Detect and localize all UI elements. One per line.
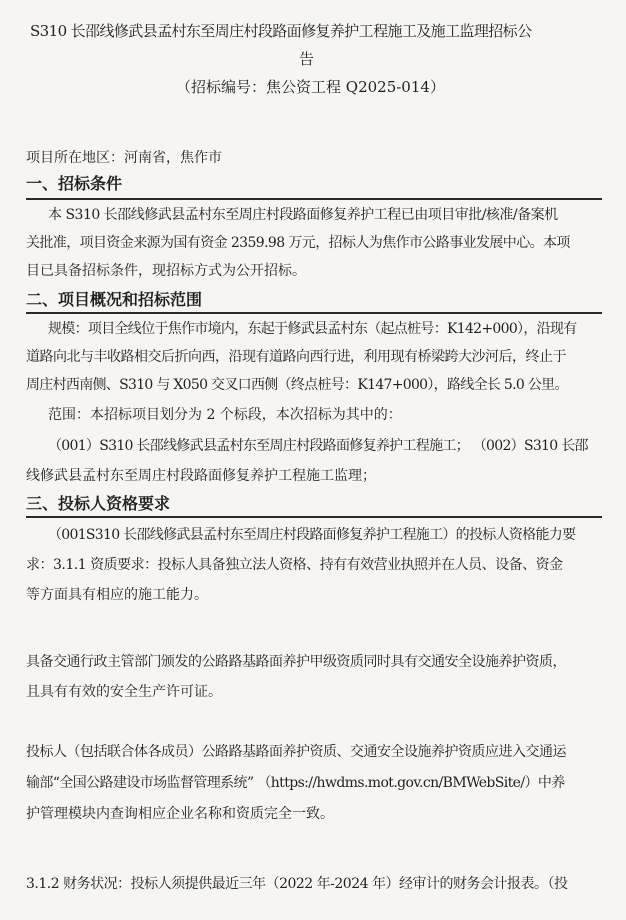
project-location: 项目所在地区：河南省，焦作市 (26, 150, 222, 166)
section-divider-3 (26, 516, 602, 518)
sec1-line-3: 目已具备招标条件，现招标方式为公开招标。 (26, 263, 306, 279)
sec1-line-1: 本 S310 长邵线修武县孟村东至周庄村段路面修复养护工程已由项目审批/核准/备案机 (48, 207, 558, 223)
sec3-line-4: 具备交通行政主管部门颁发的公路路基路面养护甲级资质同时具有交通安全设施养护资质， (26, 654, 566, 670)
section-divider-1 (26, 198, 602, 200)
sec1-line-2: 关批准，项目资金来源为国有资金 2359.98 万元，招标人为焦作市公路事业发展中心。本项 (26, 235, 570, 251)
tender-number: （招标编号：焦公资工程 Q2025-014） (176, 78, 445, 96)
sec3-line-3: 等方面具有相应的施工能力。 (26, 587, 208, 603)
doc-title-line-2: 告 (299, 50, 315, 68)
sec3-line-5: 且具有有效的安全生产许可证。 (26, 684, 222, 700)
sec3-line-6: 投标人（包括联合体各成员）公路路基路面养护资质、交通安全设施养护资质应进入交通运 (26, 744, 566, 760)
sec2-line-2: 道路向北与丰收路相交后折向西，沿现有道路向西行进，利用现有桥梁跨大沙河后，终止于 (26, 349, 566, 365)
section-divider-2 (26, 312, 602, 314)
sec2-line-3: 周庄村西南侧、S310 与 X050 交叉口西侧（终点桩号：K147+000），路线全长 5.0 公里。 (26, 377, 568, 393)
sec2-line-1: 规模：项目全线位于焦作市境内，东起于修武县孟村东（起点桩号：K142+000），沿现有 (48, 321, 577, 337)
sec3-line-8: 护管理模块内查询相应企业名称和资质完全一致。 (26, 806, 334, 822)
section-heading-1: 一、招标条件 (26, 174, 123, 193)
sec3-line-7: 输部“全国公路建设市场监督管理系统” （https://hwdms.mot.gov.cn/BMWebSite/）中养 (26, 775, 565, 791)
sec3-line-1: （001S310 长邵线修武县孟村东至周庄村段路面修复养护工程施工）的投标人资格能力要 (48, 527, 576, 543)
sec2-line-4: 范围：本招标项目划分为 2 个标段，本次招标为其中的： (48, 407, 402, 423)
sec3-line-2: 求：3.1.1 资质要求：投标人具备独立法人资格、持有有效营业执照并在人员、设备、资金 (26, 557, 563, 573)
section-heading-3: 三、投标人资格要求 (26, 494, 171, 513)
section-heading-2: 二、项目概况和招标范围 (26, 290, 203, 309)
sec2-line-5: （001）S310 长邵线修武县孟村东至周庄村段路面修复养护工程施工； （002）S310 长邵 (48, 438, 588, 454)
sec2-line-6: 线修武县孟村东至周庄村段路面修复养护工程施工监理； (26, 468, 376, 484)
doc-title-line-1: S310 长邵线修武县孟村东至周庄村段路面修复养护工程施工及施工监理招标公 (30, 22, 532, 40)
sec3-line-9: 3.1.2 财务状况：投标人须提供最近三年（2022 年-2024 年）经审计的财务会计报表。（投 (26, 876, 568, 892)
